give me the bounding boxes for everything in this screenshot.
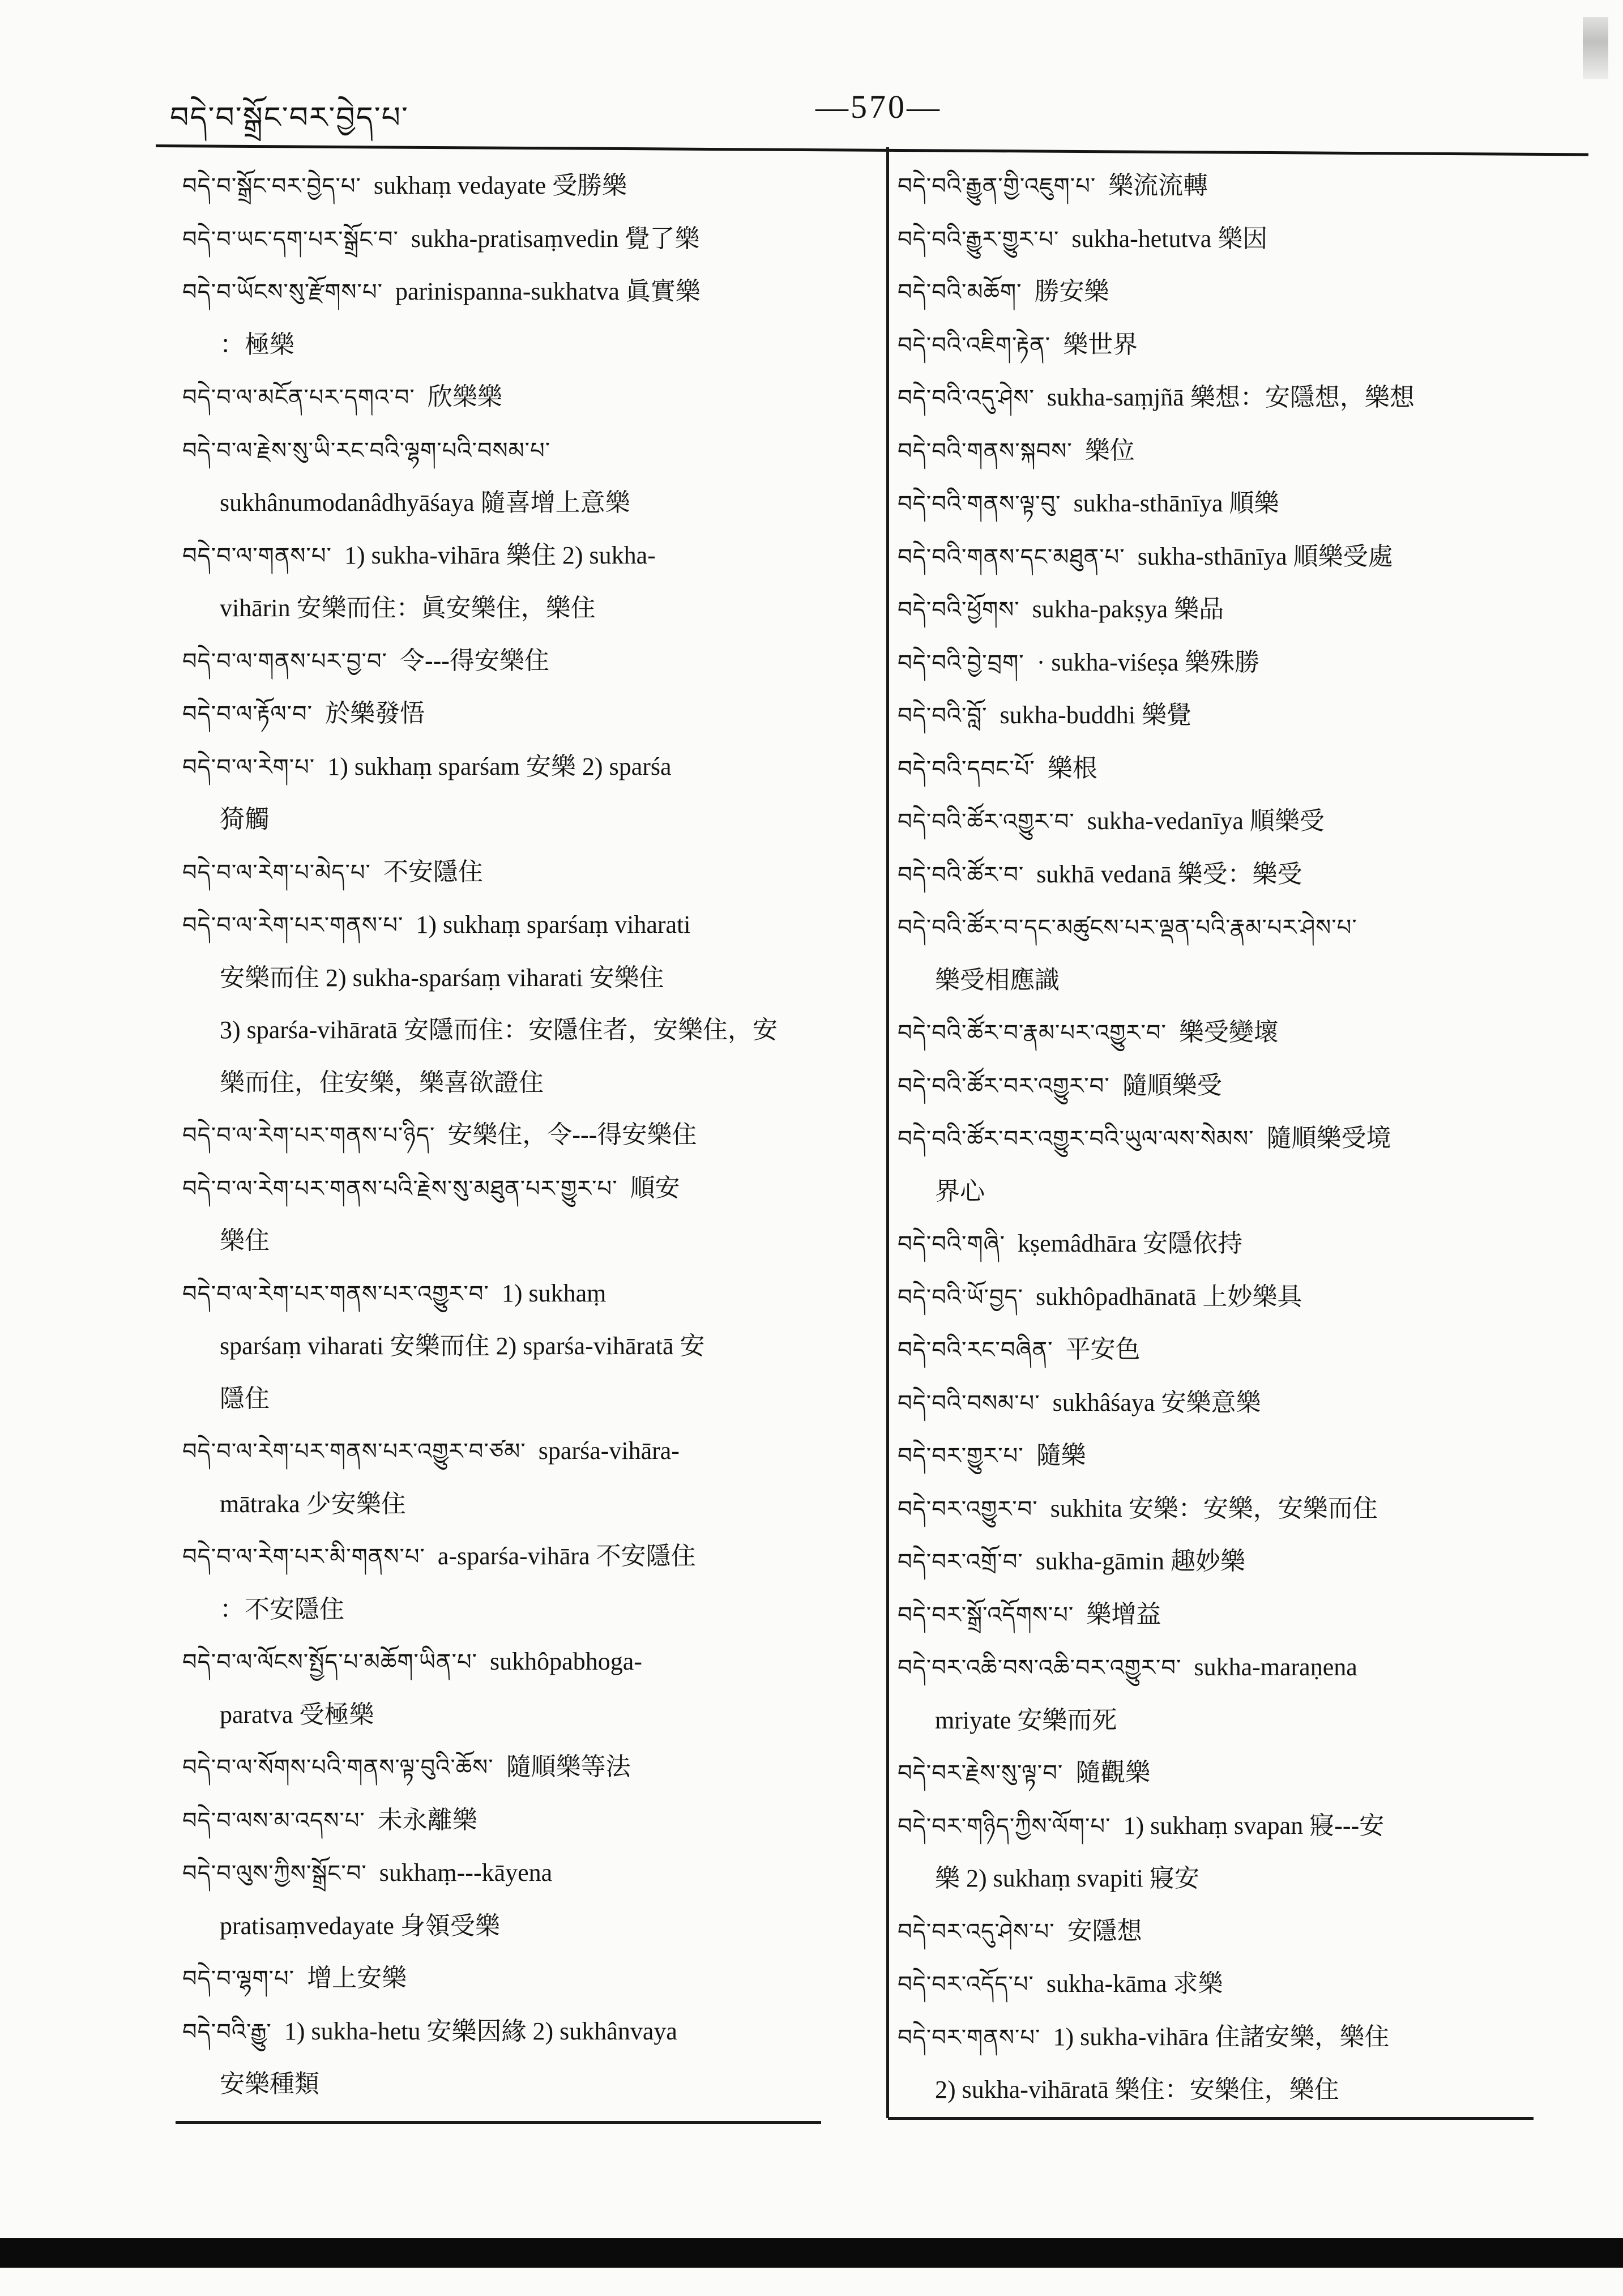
tibetan-headword: བདེ་བ་ལ་རེག་པ་ bbox=[182, 754, 315, 780]
entry-definition: 勝安樂 bbox=[1034, 278, 1109, 305]
entry-definition: sukha-maraṇena bbox=[1194, 1653, 1357, 1681]
entry-definition: 樂位 bbox=[1084, 436, 1135, 464]
entry-definition: sukha-vedanīya 順樂受 bbox=[1087, 807, 1325, 835]
entry-first-line bbox=[898, 266, 1583, 319]
dictionary-entry bbox=[898, 531, 1583, 584]
dictionary-entry bbox=[898, 1324, 1583, 1377]
dictionary-entry bbox=[182, 1530, 868, 1636]
dictionary-entry bbox=[182, 846, 868, 899]
entry-definition: 1) sukhaṃ bbox=[501, 1279, 607, 1307]
entry-first-line bbox=[182, 635, 868, 688]
entry-first-line bbox=[898, 2011, 1583, 2064]
entry-definition: sukha-saṃjñā 樂想：安隱想，樂想 bbox=[1047, 383, 1415, 411]
entry-first-line bbox=[898, 425, 1583, 478]
dictionary-entry bbox=[898, 1905, 1583, 1958]
entry-first-line bbox=[898, 477, 1583, 531]
entry-continuation: 樂受相應識 bbox=[935, 966, 1060, 994]
entry-continuation: 3) sparśa-vihāratā 安隱而住：安隱住者，安樂住，安 bbox=[220, 1016, 778, 1044]
entry-first-line bbox=[182, 530, 868, 583]
dictionary-entry bbox=[182, 1636, 868, 1741]
entry-first-line bbox=[898, 160, 1583, 213]
dictionary-entry bbox=[898, 1483, 1583, 1536]
dictionary-entry bbox=[898, 1218, 1583, 1271]
tibetan-headword: བདེ་བའི་ཚོར་བ་རྣམ་པར་འགྱུར་བ་ bbox=[898, 1020, 1167, 1046]
entry-definition: 樂受變壞 bbox=[1178, 1018, 1279, 1046]
tibetan-headword: བདེ་བའི་ཚོར་བར་འགྱུར་བའི་ཡུལ་ལས་སེམས་ bbox=[898, 1126, 1254, 1152]
dictionary-entry bbox=[898, 689, 1583, 742]
dictionary-entry bbox=[182, 1952, 868, 2005]
entry-first-line bbox=[898, 1747, 1583, 1800]
entry-first-line bbox=[182, 1794, 868, 1847]
tibetan-headword: བདེ་བར་འཆི་བས་འཆི་བར་འགྱུར་བ་ bbox=[898, 1655, 1182, 1681]
entry-first-line bbox=[182, 1741, 868, 1794]
tibetan-headword: བདེ་བ་ལས་མ་འདས་པ་ bbox=[182, 1807, 365, 1834]
entry-first-line bbox=[182, 424, 868, 477]
entry-first-line bbox=[898, 1218, 1583, 1271]
entry-first-line bbox=[898, 1483, 1583, 1536]
tibetan-headword: བདེ་བའི་རྒྱུན་གྱི་འཇུག་པ་ bbox=[898, 173, 1096, 199]
entry-first-line bbox=[182, 1847, 868, 1900]
entry-first-line bbox=[898, 372, 1583, 425]
entry-continuation: ：極樂 bbox=[220, 330, 294, 359]
dictionary-entry bbox=[898, 583, 1583, 637]
entry-continuation: sukhânumodanâdhyāśaya 隨喜增上意樂 bbox=[220, 489, 630, 517]
tibetan-headword: བདེ་བ་ལ་རེག་པར་གནས་པ་ཉིད་ bbox=[182, 1123, 435, 1149]
entry-first-line bbox=[182, 371, 868, 424]
dictionary-entry bbox=[898, 1060, 1583, 1113]
entry-continuation: 樂而住，住安樂，樂喜欲證住 bbox=[220, 1068, 544, 1096]
entry-definition: sukhita 安樂：安樂，安樂而住 bbox=[1050, 1494, 1378, 1522]
entry-definition: 隨順樂受 bbox=[1122, 1071, 1222, 1099]
entry-continuation: mātraka 少安樂住 bbox=[220, 1490, 406, 1518]
tibetan-headword: བདེ་བའི་ཚོར་འགྱུར་བ་ bbox=[898, 809, 1075, 835]
tibetan-headword: བདེ་བ་ཡང་དག་པར་སྒྲོང་བ་ bbox=[182, 226, 399, 253]
entry-continuation: 2) sukha-vihāratā 樂住：安樂住，樂住 bbox=[935, 2076, 1339, 2103]
tibetan-headword: བདེ་བའི་གནས་སྐབས་ bbox=[898, 438, 1073, 464]
entry-first-line bbox=[898, 1589, 1583, 1642]
dictionary-entry bbox=[182, 1268, 868, 1426]
entry-definition: 樂流流轉 bbox=[1108, 172, 1208, 199]
tibetan-headword: བདེ་བ་ལ་གནས་པར་བྱ་བ་ bbox=[182, 648, 387, 675]
entry-definition: 增上安樂 bbox=[307, 1964, 407, 1992]
dictionary-entry bbox=[182, 1794, 868, 1847]
entry-first-line bbox=[182, 1162, 868, 1215]
entry-continuation: pratisaṃvedayate 身領受樂 bbox=[220, 1911, 500, 1940]
entry-definition: sukha-gāmin 趣妙樂 bbox=[1035, 1547, 1246, 1575]
entry-continuation: 隱住 bbox=[220, 1384, 270, 1412]
entry-continuation: ：不安隱住 bbox=[220, 1595, 344, 1623]
tibetan-headword: བདེ་བའི་རང་བཞིན་ bbox=[898, 1337, 1053, 1363]
entry-continuation: vihārin 安樂而住：眞安樂住，樂住 bbox=[220, 594, 596, 622]
footer-rule-right bbox=[888, 2117, 1534, 2120]
tibetan-headword: བདེ་བར་འགྱུར་བ་ bbox=[898, 1496, 1038, 1522]
tibetan-headword: བདེ་བ་ལ་སོགས་པའི་གནས་ལྟ་བུའི་ཆོས་ bbox=[182, 1755, 494, 1781]
entry-first-line bbox=[182, 1530, 868, 1584]
dictionary-entry bbox=[182, 688, 868, 741]
entry-definition: sukhôpadhānatā 上妙樂具 bbox=[1036, 1282, 1302, 1311]
tibetan-headword: བདེ་བ་ལ་རེག་པར་མི་གནས་པ་ bbox=[182, 1544, 425, 1570]
entry-first-line bbox=[182, 160, 868, 213]
dictionary-entry bbox=[898, 1429, 1583, 1483]
entry-first-line bbox=[182, 846, 868, 899]
entry-definition: 安隱想 bbox=[1067, 1917, 1142, 1945]
entry-first-line bbox=[898, 1641, 1583, 1695]
footer-rule-left bbox=[176, 2121, 821, 2124]
entry-definition: · sukha-viśeṣa 樂殊勝 bbox=[1036, 648, 1260, 676]
page-number: —570— bbox=[815, 88, 942, 125]
running-header: བདེ་བ་སྒྲོང་བར་བྱེད་པ་ bbox=[170, 101, 409, 135]
tibetan-headword: བདེ་བའི་གནས་ལྟ་བུ་ bbox=[898, 491, 1061, 517]
dictionary-entry bbox=[182, 530, 868, 635]
entry-first-line bbox=[898, 848, 1583, 902]
entry-first-line bbox=[182, 741, 868, 794]
dictionary-entry bbox=[898, 477, 1583, 531]
dictionary-entry bbox=[898, 213, 1583, 266]
entry-definition: 樂根 bbox=[1047, 754, 1097, 782]
tibetan-headword: བདེ་བའི་བློ་ bbox=[898, 703, 988, 729]
entry-first-line bbox=[898, 637, 1583, 690]
tibetan-headword: བདེ་བ་ལ་རྟོལ་བ་ bbox=[182, 701, 313, 727]
scan-edge-bar bbox=[0, 2238, 1623, 2268]
entry-definition: kṣemâdhāra 安隱依持 bbox=[1018, 1230, 1243, 1257]
entry-definition: 隨觀樂 bbox=[1075, 1759, 1151, 1786]
entry-first-line bbox=[898, 689, 1583, 742]
entry-definition: 未永離樂 bbox=[377, 1806, 477, 1834]
entry-first-line bbox=[898, 531, 1583, 584]
entry-definition: sukha-pakṣya 樂品 bbox=[1032, 595, 1224, 623]
entry-definition: sukhā vedanā 樂受：樂受 bbox=[1036, 860, 1302, 888]
tibetan-headword: བདེ་བར་འདོད་པ་ bbox=[898, 1971, 1034, 1998]
entry-definition: 欣樂樂 bbox=[427, 383, 502, 411]
dictionary-entry bbox=[898, 160, 1583, 213]
entry-continuation: mriyate 安樂而死 bbox=[935, 1706, 1117, 1734]
tibetan-headword: བདེ་བའི་ཚོར་བ་ bbox=[898, 861, 1024, 888]
tibetan-headword: བདེ་བར་འདུ་ཤེས་པ་ bbox=[898, 1918, 1055, 1945]
dictionary-entry bbox=[182, 899, 868, 1109]
entry-first-line bbox=[182, 1952, 868, 2005]
entry-definition: 樂世界 bbox=[1063, 330, 1138, 359]
right-column bbox=[898, 160, 1583, 2116]
entry-definition: 隨順樂受境 bbox=[1266, 1124, 1391, 1152]
tibetan-headword: བདེ་བའི་ཚོར་བར་འགྱུར་བ་ bbox=[898, 1073, 1110, 1099]
dictionary-entry bbox=[182, 213, 868, 266]
entry-first-line bbox=[182, 688, 868, 741]
dictionary-entry bbox=[182, 371, 868, 424]
entry-first-line bbox=[182, 1425, 868, 1478]
tibetan-headword: བདེ་བ་ལྷག་པ་ bbox=[182, 1966, 295, 1992]
entry-definition: parinispanna-sukhatva 眞實樂 bbox=[395, 278, 701, 305]
entry-first-line bbox=[898, 795, 1583, 848]
tibetan-headword: བདེ་བའི་བྱེ་བྲག་ bbox=[898, 650, 1024, 676]
entry-first-line bbox=[898, 1429, 1583, 1483]
entry-first-line bbox=[898, 1377, 1583, 1430]
entry-definition: 1) sukhaṃ svapan 寢---安 bbox=[1123, 1811, 1385, 1840]
tibetan-headword: བདེ་བའི་ཕྱོགས་ bbox=[898, 597, 1020, 623]
tibetan-headword: བདེ་བའི་ཡོ་བྱད་ bbox=[898, 1284, 1024, 1311]
tibetan-headword: བདེ་བའི་རྒྱུ་ bbox=[182, 2018, 272, 2045]
tibetan-headword: བདེ་བའི་འདུ་ཤེས་ bbox=[898, 385, 1035, 411]
entry-definition: sparśa-vihāra- bbox=[538, 1437, 680, 1465]
dictionary-entry bbox=[898, 2011, 1583, 2116]
entry-definition: sukhâśaya 安樂意樂 bbox=[1052, 1388, 1261, 1416]
entry-first-line bbox=[182, 1268, 868, 1321]
dictionary-entry bbox=[898, 1112, 1583, 1218]
dictionary-entry bbox=[182, 424, 868, 530]
dictionary-entry bbox=[182, 2005, 868, 2111]
dictionary-entry bbox=[898, 1589, 1583, 1642]
tibetan-headword: བདེ་བ་ལ་རྗེས་སུ་ཡི་རང་བའི་ལྷག་པའི་བསམ་པ་ bbox=[182, 437, 551, 464]
dictionary-entry bbox=[182, 1109, 868, 1162]
tibetan-headword: བདེ་བར་འགྲོ་བ་ bbox=[898, 1549, 1023, 1575]
tibetan-headword: བདེ་བ་ལ་རེག་པར་གནས་པར་འགྱུར་བ་ཙམ་ bbox=[182, 1439, 526, 1465]
entry-continuation: 安樂種類 bbox=[220, 2070, 319, 2098]
dictionary-entry bbox=[898, 425, 1583, 478]
tibetan-headword: བདེ་བ་ལ་རེག་པར་གནས་པའི་རྗེས་སུ་མཐུན་པར་གྱུར་པ་ bbox=[182, 1175, 618, 1202]
dictionary-entry bbox=[898, 848, 1583, 902]
tibetan-headword: བདེ་བའི་རྒྱུར་གྱུར་པ་ bbox=[898, 226, 1060, 253]
tibetan-headword: བདེ་བ་ལ་རེག་པ་མེད་པ་ bbox=[182, 859, 371, 886]
entry-first-line bbox=[898, 1800, 1583, 1853]
entry-continuation: sparśaṃ viharati 安樂而住 2) sparśa-vihāratā 安 bbox=[220, 1332, 705, 1360]
entry-first-line bbox=[898, 213, 1583, 266]
entry-first-line bbox=[182, 1109, 868, 1162]
entry-first-line bbox=[182, 2005, 868, 2059]
entry-first-line bbox=[898, 1271, 1583, 1324]
entry-first-line bbox=[898, 1112, 1583, 1166]
entry-first-line bbox=[898, 319, 1583, 372]
entry-first-line bbox=[898, 1060, 1583, 1113]
entry-definition: sukhaṃ---kāyena bbox=[379, 1859, 553, 1887]
entry-definition: 安樂住，令---得安樂住 bbox=[447, 1121, 697, 1149]
tibetan-headword: བདེ་བའི་མཆོག་ bbox=[898, 279, 1022, 305]
dictionary-entry bbox=[898, 1377, 1583, 1430]
tibetan-headword: བདེ་བ་ལ་གནས་པ་ bbox=[182, 543, 332, 569]
entry-definition: sukha-kāma 求樂 bbox=[1046, 1970, 1223, 1998]
dictionary-entry bbox=[898, 1006, 1583, 1060]
tibetan-headword: བདེ་བའི་ཚོར་བ་དང་མཚུངས་པར་ལྡན་པའི་རྣམ་པར་ཤེས་པ་ bbox=[898, 915, 1357, 941]
tibetan-headword: བདེ་བ་ཡོངས་སུ་རྫོགས་པ་ bbox=[182, 279, 383, 305]
dictionary-entry bbox=[898, 372, 1583, 425]
entry-definition: a-sparśa-vihāra 不安隱住 bbox=[437, 1542, 696, 1570]
tibetan-headword: བདེ་བ་ལ་རེག་པར་གནས་པར་འགྱུར་བ་ bbox=[182, 1281, 489, 1307]
entry-definition: 不安隱住 bbox=[383, 857, 483, 886]
scan-margin-mark bbox=[1583, 17, 1608, 79]
tibetan-headword: བདེ་བའི་དབང་པོ་ bbox=[898, 756, 1035, 782]
entry-continuation: 猗觸 bbox=[220, 805, 270, 833]
dictionary-entry bbox=[898, 1535, 1583, 1589]
tibetan-headword: བདེ་བར་གཉིད་ཀྱིས་ལོག་པ་ bbox=[898, 1813, 1111, 1840]
tibetan-headword: བདེ་བ་ལ་མངོན་པར་དགའ་བ་ bbox=[182, 385, 415, 411]
entry-definition: sukha-pratisaṃvedin 覺了樂 bbox=[411, 224, 700, 253]
entry-definition: 1) sukhaṃ sparśam 安樂 2) sparśa bbox=[327, 752, 672, 780]
entry-first-line bbox=[898, 1006, 1583, 1060]
entry-definition: 順安 bbox=[630, 1173, 680, 1202]
entry-definition: sukha-hetutva 樂因 bbox=[1071, 224, 1268, 253]
tibetan-headword: བདེ་བའི་འཇིག་རྟེན་ bbox=[898, 332, 1051, 359]
dictionary-entry bbox=[898, 1958, 1583, 2011]
tibetan-headword: བདེ་བ་ལུས་ཀྱིས་སྒྲོང་བ་ bbox=[182, 1860, 367, 1887]
entry-first-line bbox=[182, 266, 868, 319]
entry-definition: 1) sukha-hetu 安樂因緣 2) sukhânvaya bbox=[284, 2017, 677, 2045]
entry-definition: 樂增益 bbox=[1086, 1600, 1161, 1628]
left-column bbox=[182, 160, 868, 2111]
dictionary-entry bbox=[182, 1741, 868, 1794]
entry-first-line bbox=[898, 742, 1583, 796]
entry-definition: sukha-sthānīya 順樂 bbox=[1073, 489, 1279, 517]
dictionary-entry bbox=[182, 160, 868, 213]
entry-definition: 1) sukhaṃ sparśaṃ viharati bbox=[416, 911, 691, 938]
dictionary-entry bbox=[182, 635, 868, 688]
tibetan-headword: བདེ་བའི་གནས་དང་མཐུན་པ་ bbox=[898, 544, 1125, 570]
tibetan-headword: བདེ་བ་ལ་ལོངས་སྤྱོད་པ་མཆོག་ཡིན་པ་ bbox=[182, 1649, 478, 1675]
dictionary-entry bbox=[898, 742, 1583, 796]
tibetan-headword: བདེ་བ་སྒྲོང་བར་བྱེད་པ་ bbox=[182, 173, 361, 199]
entry-definition: sukhôpabhoga- bbox=[490, 1648, 642, 1675]
dictionary-entry bbox=[898, 1747, 1583, 1800]
entry-first-line bbox=[182, 213, 868, 266]
entry-first-line bbox=[898, 1905, 1583, 1958]
entry-first-line bbox=[182, 899, 868, 952]
entry-definition: 隨順樂等法 bbox=[506, 1753, 631, 1781]
tibetan-headword: བདེ་བར་གནས་པ་ bbox=[898, 2024, 1041, 2051]
entry-definition: 於樂發悟 bbox=[325, 699, 425, 727]
dictionary-entry bbox=[898, 901, 1583, 1006]
dictionary-entry bbox=[182, 1162, 868, 1268]
dictionary-entry bbox=[182, 741, 868, 846]
entry-continuation: 界心 bbox=[935, 1177, 985, 1205]
tibetan-headword: བདེ་བའི་བསམ་པ་ bbox=[898, 1390, 1040, 1416]
entry-continuation: 樂住 bbox=[220, 1227, 270, 1254]
tibetan-headword: བདེ་བར་གྱུར་པ་ bbox=[898, 1443, 1024, 1469]
dictionary-entry bbox=[182, 1425, 868, 1530]
tibetan-headword: བདེ་བའི་གཞི་ bbox=[898, 1231, 1005, 1257]
dictionary-entry bbox=[898, 1271, 1583, 1324]
entry-continuation: 樂 2) sukhaṃ svapiti 寢安 bbox=[935, 1864, 1199, 1892]
dictionary-entry bbox=[898, 637, 1583, 690]
tibetan-headword: བདེ་བར་སྒྲོ་འདོགས་པ་ bbox=[898, 1602, 1074, 1628]
dictionary-entry bbox=[898, 1641, 1583, 1747]
tibetan-headword: བདེ་བ་ལ་རེག་པར་གནས་པ་ bbox=[182, 912, 404, 938]
dictionary-entry bbox=[182, 266, 868, 371]
dictionary-entry bbox=[182, 1847, 868, 1952]
entry-definition: sukha-sthānīya 順樂受處 bbox=[1137, 542, 1393, 570]
entry-first-line bbox=[898, 1324, 1583, 1377]
entry-first-line bbox=[898, 583, 1583, 637]
entry-definition: sukhaṃ vedayate 受勝樂 bbox=[373, 172, 627, 199]
entry-definition: 令---得安樂住 bbox=[399, 646, 549, 675]
entry-definition: 1) sukha-vihāra 樂住 2) sukha- bbox=[344, 541, 656, 569]
entry-definition: 隨樂 bbox=[1036, 1441, 1086, 1469]
dictionary-entry bbox=[898, 266, 1583, 319]
entry-definition: sukha-buddhi 樂覺 bbox=[1000, 701, 1192, 729]
entry-continuation: paratva 受極樂 bbox=[220, 1700, 374, 1729]
entry-definition: 平安色 bbox=[1065, 1335, 1141, 1363]
entry-first-line bbox=[898, 1958, 1583, 2011]
entry-first-line bbox=[898, 901, 1583, 954]
dictionary-entry bbox=[898, 795, 1583, 848]
tibetan-headword: བདེ་བར་རྗེས་སུ་ལྟ་བ་ bbox=[898, 1760, 1064, 1786]
entry-continuation: 安樂而住 2) sukha-sparśaṃ viharati 安樂住 bbox=[220, 963, 664, 992]
dictionary-entry bbox=[898, 319, 1583, 372]
entry-definition: 1) sukha-vihāra 住諸安樂，樂住 bbox=[1053, 2022, 1390, 2051]
entry-first-line bbox=[182, 1636, 868, 1689]
column-divider bbox=[886, 147, 889, 2118]
dictionary-entry bbox=[898, 1800, 1583, 1905]
entry-first-line bbox=[898, 1535, 1583, 1589]
